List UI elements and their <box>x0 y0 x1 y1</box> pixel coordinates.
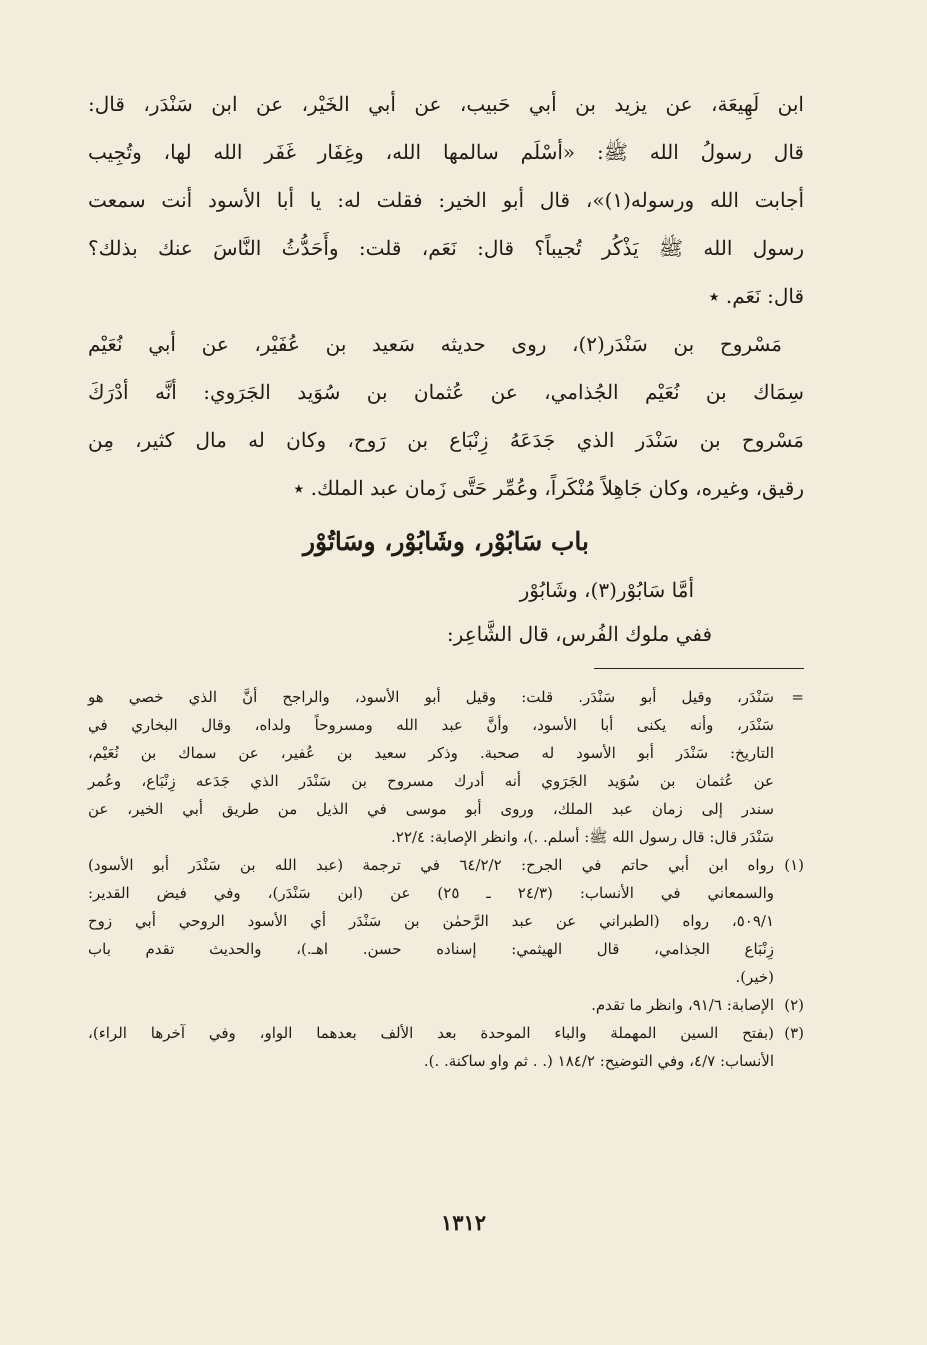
footnote-line: ٥٠٩/١، رواه (الطبراني عن عبد الرَّحمٰن بن سَنْدَر أي الأسود الروحي أبي زوح <box>88 912 774 930</box>
text-line: أجابت الله ورسوله(١)»، قال أبو الخير: فقلت له: يا أبا الأسود أنت سمعت <box>88 188 804 212</box>
text-line: قال رسولُ الله ﷺ: «أسْلَم سالمها الله، وغِفَار غَفَر الله لها، وتُجِيب <box>88 140 804 164</box>
footnote-line: الإصابة: ٩١/٦، وانظر ما تقدم. <box>591 996 774 1014</box>
footnote-line: (خير). <box>735 968 774 986</box>
text-line: قال: نَعَم. ٭ <box>708 284 804 308</box>
text-line: سِمَاك بن نُعَيْم الجُذامي، عن عُثمان بن سُوَيد الجَرَوي: أنَّه أدْرَكَ <box>88 380 804 404</box>
footnote-marker: (٣) <box>784 1024 804 1042</box>
footnote-line: (بفتح السين المهملة والباء الموحدة بعد الألف بعدهما الواو، وفي آخرها الراء)، <box>88 1024 774 1042</box>
text-line: مَسْروح بن سَنْدَر(٢)، روى حديثه سَعيد بن عُفَيْر، عن أبي نُعَيْم <box>88 332 782 356</box>
footnote-line: والسمعاني في الأنساب: (٢٤/٣ ـ ٢٥) عن (ابن سَنْدَر)، وفي فيض القدير: <box>88 884 775 902</box>
footnote-3 <box>88 1019 804 1075</box>
footnote-continuation <box>88 683 804 851</box>
subheading-line: ففي ملوك الفُرس، قال الشَّاعِر: <box>446 622 712 646</box>
footnote-separator <box>594 668 804 669</box>
page-number: ١٣١٢ <box>440 1210 487 1235</box>
footnote-marker: (١) <box>784 856 804 874</box>
footnote-line: سَنْدَر، وأنه يكنى أبا الأسود، وأنَّ عبد الله ومسروحاً ولداه، وقال البخاري في <box>88 716 774 734</box>
footnote-line: الأنساب: ٤/٧، وفي التوضيح: ١٨٤/٢ (. . ثم واو ساكنة. .). <box>423 1052 774 1070</box>
book-page <box>88 80 804 1330</box>
footnote-marker: = <box>791 688 804 706</box>
footnote-line: سندر إلى زمان عبد الملك، وروى أبو موسى في الذيل من طريق أبي الخير، عن <box>88 800 774 818</box>
footnote-line: التاريخ: سَنْدَر أبو الأسود له صحبة. وذكر سعيد بن عُفير، عن سماك بن نُعَيْم، <box>88 744 774 762</box>
section-heading: باب سَابُوْر، وشَابُوْر، وسَاتُوْر <box>302 527 590 556</box>
footnote-1 <box>88 851 804 991</box>
text-line: رسول الله ﷺ يَذْكُر تُجيباً؟ قال: نَعَم، قلت: وأَحَدُّثُ النَّاسَ عنك بذلك؟ <box>88 236 804 260</box>
footnote-line: سَنْدَر قال: قال رسول الله ﷺ: أسلم. .)، وانظر الإصابة: ٢٢/٤. <box>391 828 774 846</box>
text-line: مَسْروح بن سَنْدَر الذي جَدَعَهُ زِنْبَاع بن رَوح، وكان له مال كثير، مِن <box>88 428 804 452</box>
text-line: رقيق، وغيره، وكان جَاهِلاً مُنْكَراً، وعُمِّر حَتَّى زَمان عبد الملك. ٭ <box>293 476 804 500</box>
footnote-line: سَنْدَر، وقيل أبو سَنْدَر. قلت: وقيل أبو الأسود، والراجح أنَّ الذي خصي هو <box>88 688 774 706</box>
subheading-line: أمَّا سَابُوْر(٣)، وشَابُوْر <box>519 578 694 602</box>
footnote-marker: (٢) <box>784 996 804 1014</box>
footnote-line: زِنْبَاع الجذامي، قال الهيثمي: إسناده حسن. اهـ.)، والحديث تقدم باب <box>88 940 774 958</box>
text-line: ابن لَهِيعَة، عن يزيد بن أبي حَبيب، عن أبي الخَيْر، عن ابن سَنْدَر، قال: <box>88 92 804 116</box>
footnote-line: رواه ابن أبي حاتم في الجرح: ٦٤/٢/٢ في ترجمة (عبد الله بن سَنْدَر أبو الأسود) <box>88 856 774 874</box>
footnote-line: عن عُثمان بن سُوَيد الجَرَوي أنه أدرك مسروح بن سَنْدَر الذي جَدَعه زِنْبَاع، وعُمر <box>88 772 774 790</box>
footnote-2 <box>88 991 804 1019</box>
